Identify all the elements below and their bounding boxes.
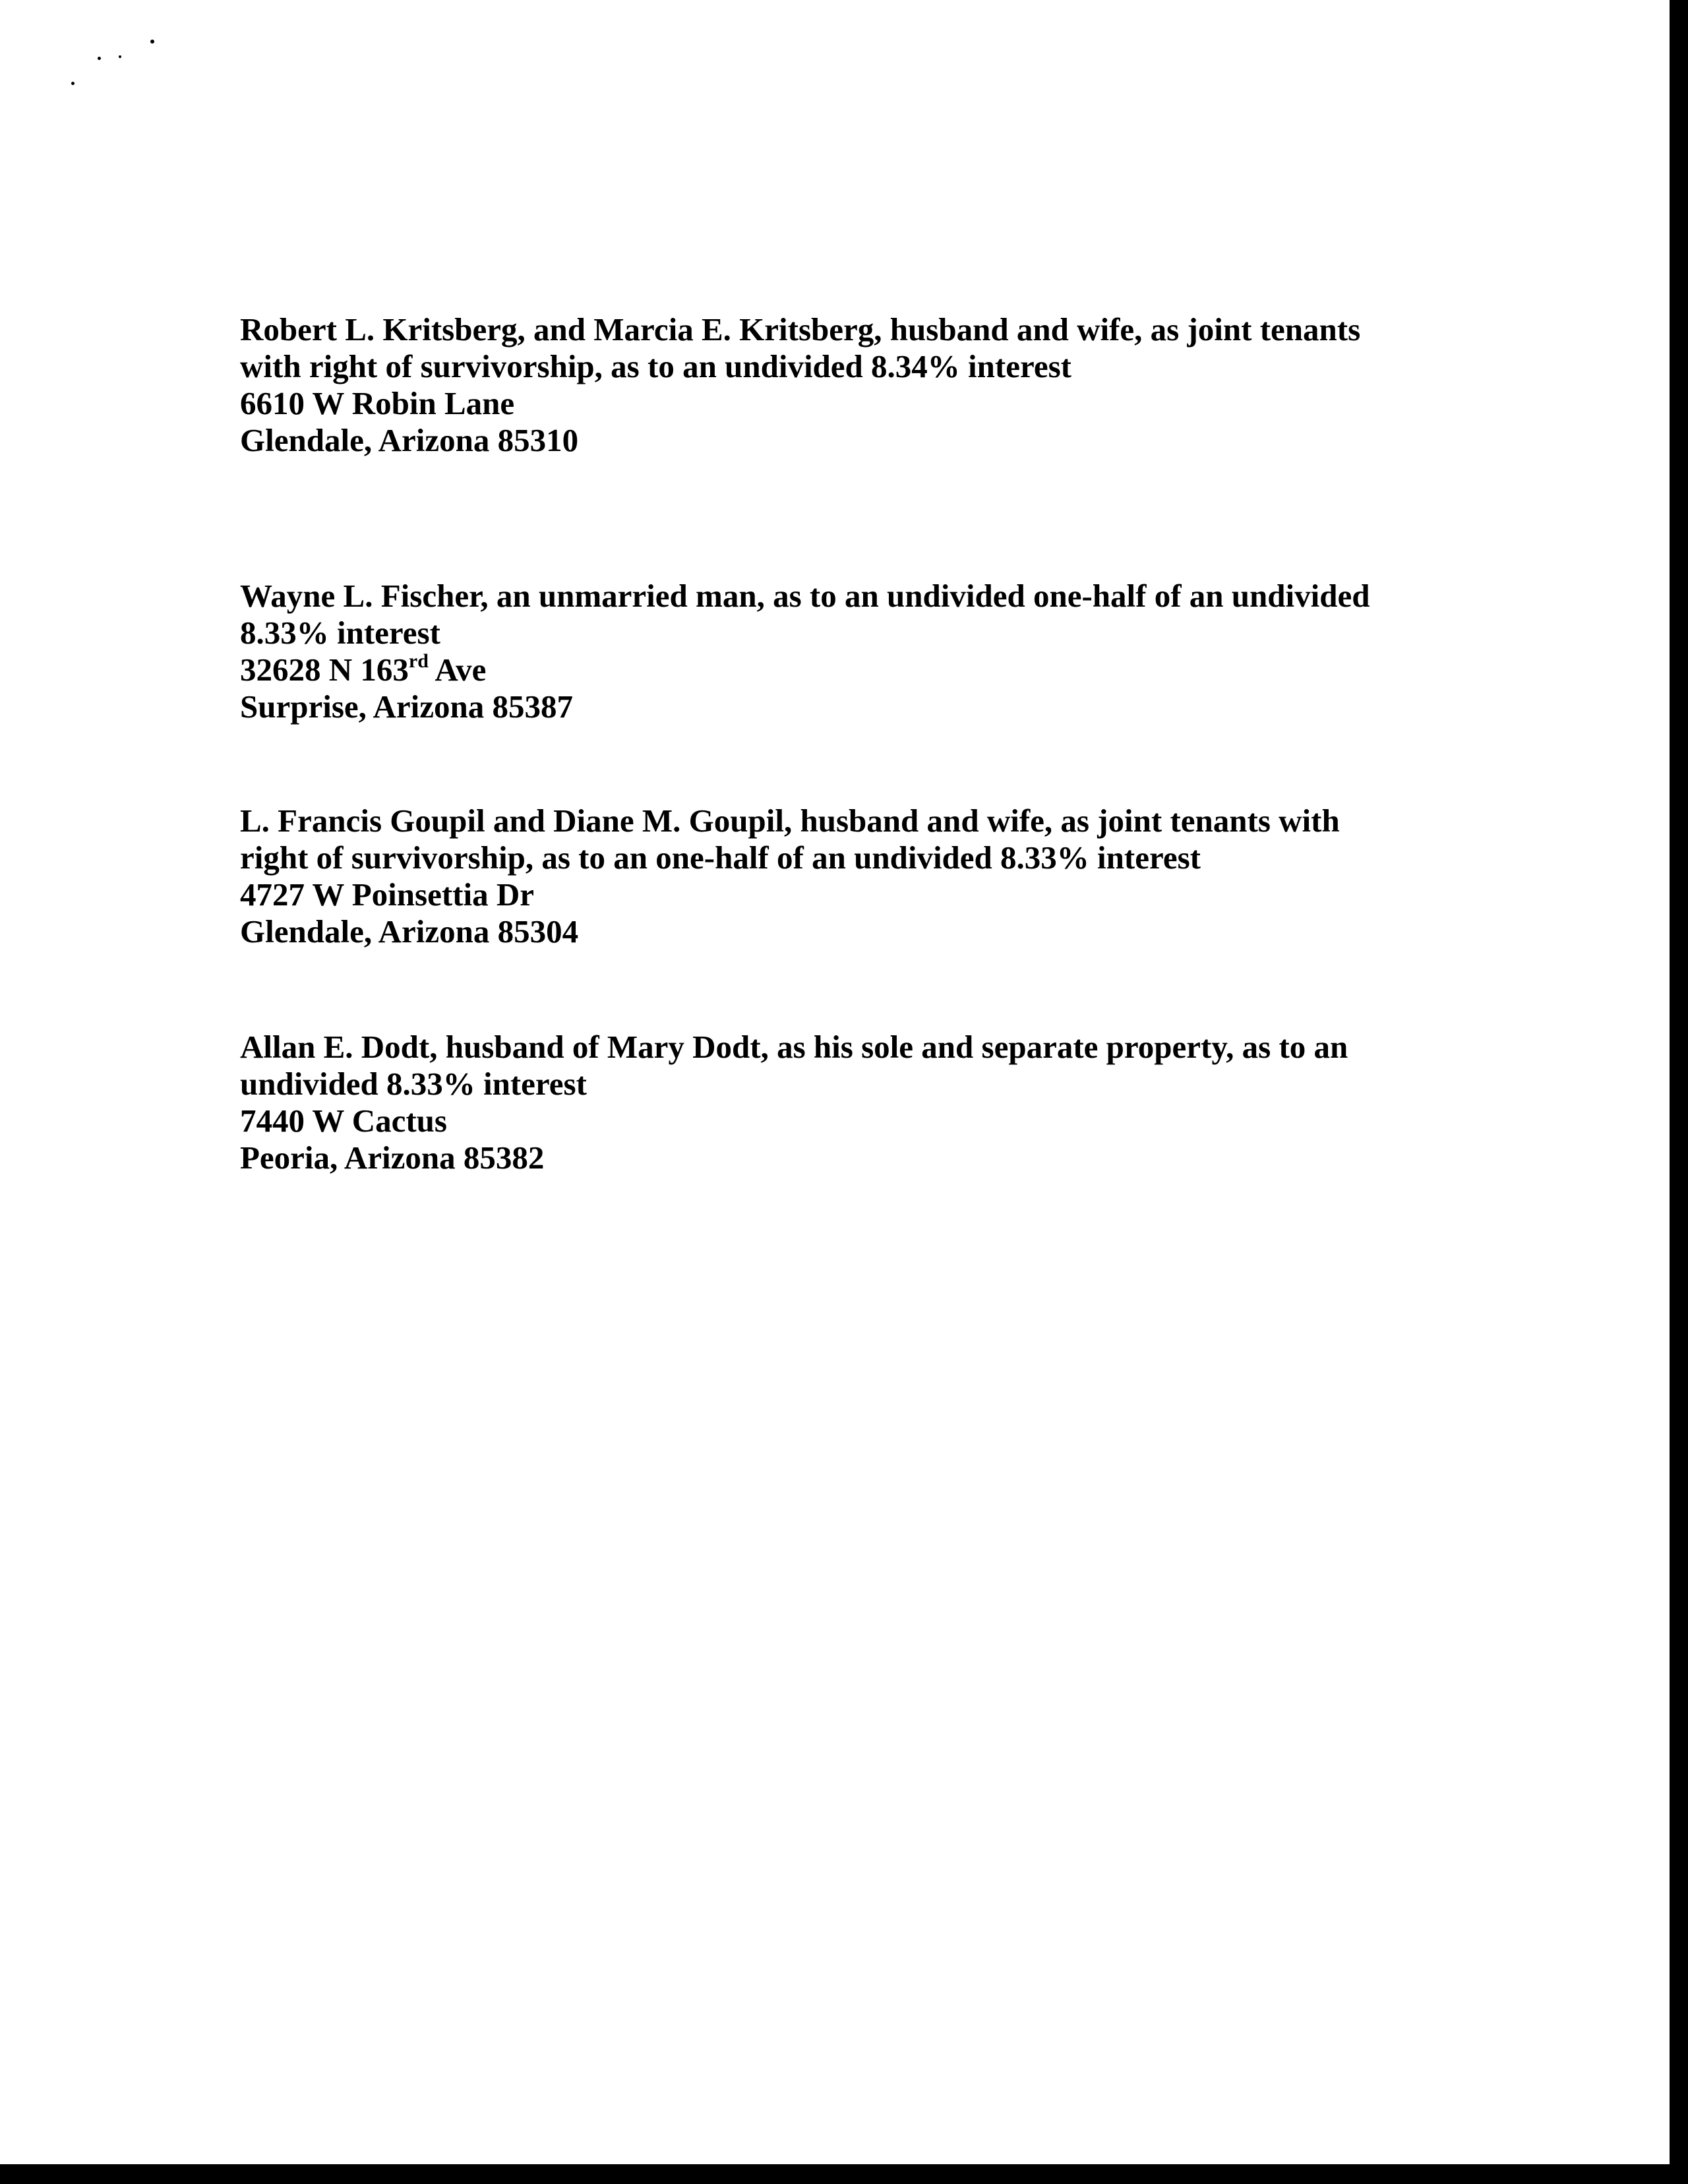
entry-text-line: right of survivorship, as to an one-half of an undivided 8.33% interest <box>240 839 1201 876</box>
grantee-entry-fischer <box>240 578 1440 725</box>
entry-city-state-zip: Glendale, Arizona 85304 <box>240 913 579 950</box>
entry-text-line: with right of survivorship, as to an undivided 8.34% interest <box>240 348 1071 384</box>
entry-street-address: 6610 W Robin Lane <box>240 385 515 421</box>
entry-text-line: Wayne L. Fischer, an unmarried man, as to an undivided one-half of an undivided <box>240 578 1370 614</box>
scan-speck <box>71 82 75 85</box>
scan-speck <box>119 55 121 58</box>
scan-speck <box>98 57 101 60</box>
street-number-prefix: 32628 N 163 <box>240 652 409 688</box>
scan-border-bottom <box>0 2164 1688 2184</box>
grantee-entry-kritsberg <box>240 311 1440 459</box>
street-suffix: Ave <box>428 652 487 688</box>
scan-border-right <box>1670 0 1688 2184</box>
entry-city-state-zip: Surprise, Arizona 85387 <box>240 688 573 725</box>
entry-text-line: 8.33% interest <box>240 615 440 651</box>
entry-text-line: undivided 8.33% interest <box>240 1066 587 1102</box>
scan-speck <box>150 40 154 44</box>
entry-street-address: 4727 W Poinsettia Dr <box>240 876 534 913</box>
grantee-entry-dodt <box>240 1029 1440 1176</box>
entry-city-state-zip: Glendale, Arizona 85310 <box>240 422 579 458</box>
ordinal-superscript: rd <box>408 650 429 672</box>
entry-street-address <box>240 652 1440 688</box>
entry-city-state-zip: Peoria, Arizona 85382 <box>240 1139 545 1176</box>
entry-street-address: 7440 W Cactus <box>240 1103 448 1139</box>
entry-text-line: L. Francis Goupil and Diane M. Goupil, husband and wife, as joint tenants with <box>240 803 1340 839</box>
grantee-entry-goupil <box>240 803 1440 950</box>
entry-text-line: Robert L. Kritsberg, and Marcia E. Kritsberg, husband and wife, as joint tenants <box>240 311 1361 348</box>
entry-text-line: Allan E. Dodt, husband of Mary Dodt, as his sole and separate property, as to an <box>240 1029 1348 1065</box>
